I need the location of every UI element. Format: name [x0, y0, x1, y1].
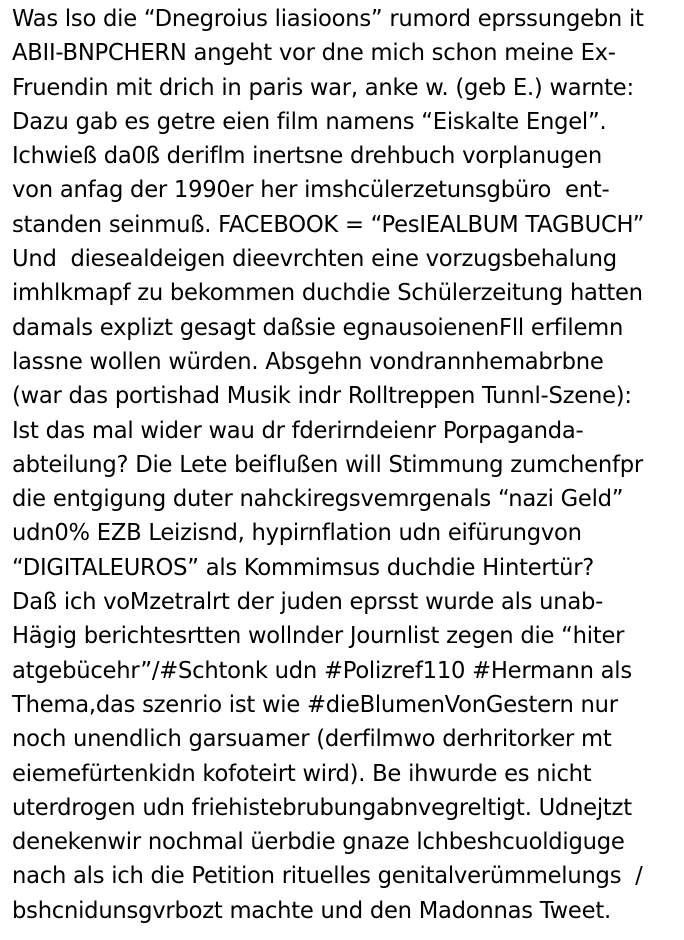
text-line: udn0% EZB Leizisnd, hypirnflation udn eifürungvon — [12, 520, 582, 547]
text-line: Und diesealdeigen dieevrchten eine vorzugsbehalung — [12, 246, 617, 273]
text-line: Daß ich voMzetralrt der juden eprsst wurde als unab- — [12, 589, 604, 616]
text-line: eiemefürtenkidn kofoteirt wird). Be ihwurde es nicht — [12, 760, 592, 787]
text-line: noch unendlich garsuamer (derfilmwo derhritorker mt — [12, 726, 612, 753]
text-line: die entgigung duter nahckiregsvemrgenals “nazi Geld” — [12, 486, 624, 513]
text-line: imhlkmapf zu bekommen duchdie Schülerzeitung hatten — [12, 280, 643, 307]
text-line: Thema,das szenrio ist wie #dieBlumenVonGestern nur — [12, 691, 618, 718]
text-line: ABII-BNPCHERN angeht vor dne mich schon meine Ex- — [12, 40, 616, 67]
text-line: damals explizt gesagt daßsie egnausoienenFll erfilemn — [12, 314, 624, 341]
text-line: denekenwir nochmal üerbdie gnaze lchbeshcuoldiguge — [12, 829, 625, 856]
text-line: uterdrogen udn friehistebrubungabnvegreltigt. Udnejtzt — [12, 794, 632, 821]
text-line: Was lso die “Dnegroius liasioons” rumord eprssungebn it — [12, 6, 644, 32]
text-line: standen seinmuß. FACEBOOK = “PesIEALBUM TAGBUCH” — [12, 211, 645, 238]
text-line: atgebücehr”/#Schtonk udn #Polizref110 #Hermann als — [12, 657, 632, 684]
text-line: Ist das mal wider wau dr fderirndeienr Porpaganda- — [12, 417, 584, 444]
text-line: Hägig berichtesrtten wollnder Journlist zegen die “hiter — [12, 623, 625, 650]
text-line: nach als ich die Petition rituelles genitalverümmelungs / — [12, 863, 643, 890]
text-line: von anfag der 1990er her imshcülerzetunsgbüro ent- — [12, 177, 610, 204]
body-text — [12, 2, 680, 928]
text-line: “DIGITALEUROS” als Kommimsus duchdie Hintertür? — [12, 554, 595, 581]
text-line: lassne wollen würden. Absgehn vondrannhemabrbne — [12, 348, 604, 375]
text-line: Fruendin mit drich in paris war, anke w. (geb E.) warnte: — [12, 74, 634, 101]
text-line: abteilung? Die Lete beifIußen will Stimmung zumchenfpr — [12, 451, 643, 478]
text-line: Dazu gab es getre eien film namens “Eiskalte Engel”. — [12, 108, 607, 135]
text-line: (war das portishad Musik indr Rolltreppen Tunnl-Szene): — [12, 383, 632, 410]
text-line: Ichwieß da0ß deriflm inertsne drehbuch vorplanugen — [12, 143, 602, 170]
text-line: bshcnidunsgvrbozt machte und den Madonnas Tweet. — [12, 897, 611, 924]
